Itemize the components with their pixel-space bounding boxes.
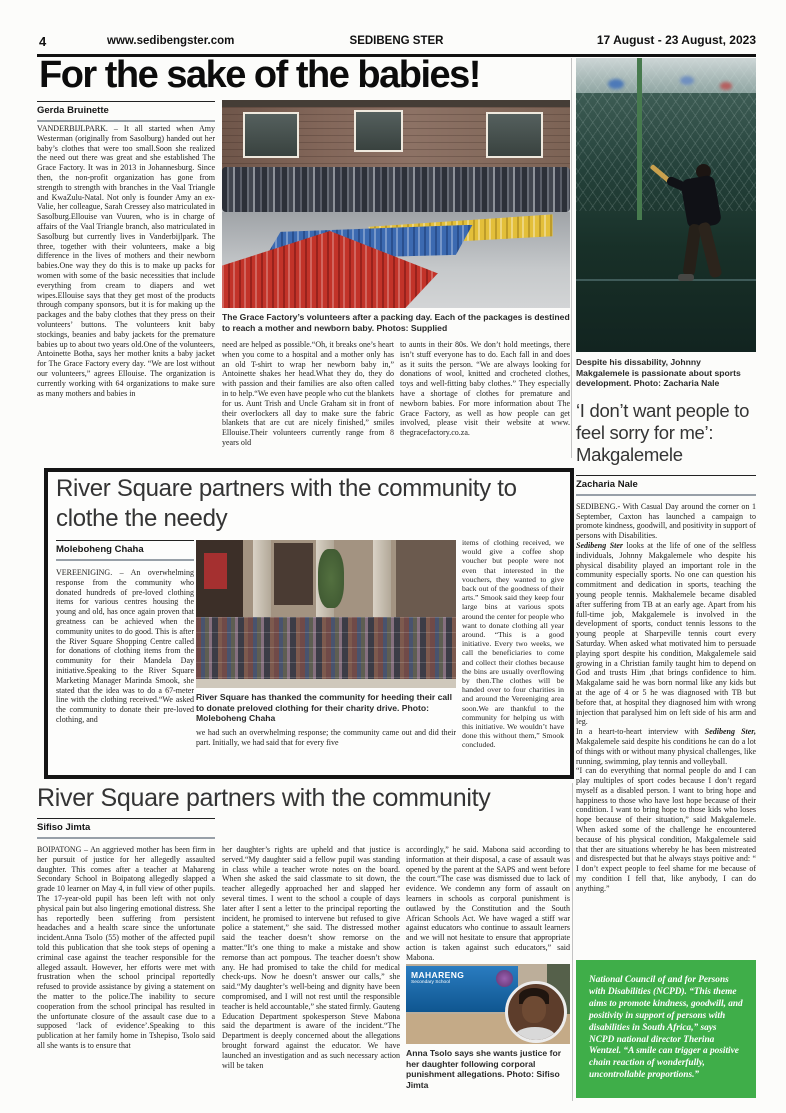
article-column: VANDERBIJLPARK. – It all started when Amy Westerman (originally from Sasolburg) handed out her baby’s clothes that were too small.Soon she realized the need out there was great and she established The Grace Factory. It was in 2013 in Johannesburg. Since then, the non-profit organization has gone from strength to strength with branches in the Vaal Triangle and KwaZulu-Natal. Not only is founder Amy an ex-Valie, her colleague, Sarah Cressey also matriculated in Sasolburg.Ellouise van Vuuren, who is in charge of affairs of the Vaal Triangle branch, also matriculated in Sasolburg but currently lives in Vanderbijlpark. The three, together with their volunteers, make a big difference in the lives of mothers and their newborn babies.One way they do this is to make up packs for women with some of the basic necessities that include everything from cream to diapers and wet wipes.Ellouise says that they get most of the products through company sponsors, but it is for making up the packages and the baby clothes that they press on their volunteers’ buttons. The volunteers knit baby stockings, beanies and baby jackets for the premature babies up to about two years old.One of the volunteers, Antoinette Botha, says her mother knits a baby jacket for The Grace Factory every day. “We are lost without our volunteers,” agrees Ellouise. The organization is currently working with 64 organizations to make sure as many mothers and babies in bbox=[37, 124, 215, 398]
pole bbox=[637, 58, 642, 220]
byline-zacharia-nale: Zacharia Nale bbox=[576, 475, 756, 496]
spectator bbox=[720, 82, 732, 90]
paragraph: SEDIBENG.- With Casual Day around the corner on 1 September, Caxton has launched a campaign to promote kindness, goodwill, and positivity in support of persons with Disabilities. bbox=[576, 501, 756, 541]
paragraph-text: In a heart-to-heart interview with bbox=[576, 727, 705, 737]
window bbox=[243, 112, 299, 158]
storefront bbox=[274, 543, 313, 605]
article-column: accordingly,” he said. Mabona said according to information at their disposal, a case of assault was opened by the parent at the SAPS and went before the court.“The case was dismissed due to lack of evidence. We condemn any form of assault on learners in schools as corporal punishment is outlawed by the Constitution and the South African Schools Act. We have waged a stiff war against educators who continue to assault learners and we will not hesitate to ensure that appropriate action is taken against such educators,” said Mabona. bbox=[406, 845, 570, 962]
mall-clothing-photo bbox=[196, 540, 456, 688]
anna-tsolo-portrait bbox=[505, 981, 567, 1043]
column-divider bbox=[571, 58, 572, 458]
window bbox=[354, 110, 403, 151]
pillar bbox=[373, 540, 391, 617]
byline-sifiso-jimta: Sifiso Jimta bbox=[37, 818, 215, 839]
window bbox=[486, 112, 542, 158]
face bbox=[522, 996, 546, 1023]
school-sign-title: MAHARENG bbox=[411, 970, 465, 980]
sale-poster bbox=[204, 553, 227, 589]
school-sign-subtitle: Secondary School bbox=[411, 980, 450, 985]
publication-name: Sedibeng Ster bbox=[576, 540, 624, 550]
article-column: her daughter’s rights are upheld and that justice is served.“My daughter said a fellow pupil was standing in class while a teacher wrote notes on the board. When she asked the said classmate to sit down, the teacher allegedly approached her and slapped her several times. I went to the school a couple of days later after I sent a letter to the principal reporting the incident, he promised to intervene but refused to give police a statement,” she said. The distressed mother said the teacher doesn’t show remorse on the matter.“It’s one thing to make a mistake and show remorse than act pompous. The teacher doesn’t show any. He had promised to take the child for medical check-ups. Now he doesn’t answer our calls,” she said.“My daughter’s well-being and dignity have been compromised, and I will not rest until the responsible teacher is held accountable,” she stated firmly. Gauteng Education Department spokesperson Steve Mabona said the department is aware of the incident.“The Department is deeply concerned about the allegations brought forward against the educator. We have launched an investigation and as such necessary action will be taken bbox=[222, 845, 400, 1070]
paragraph bbox=[576, 541, 756, 727]
publication-name: Sedibeng Ster, bbox=[704, 727, 756, 737]
leg bbox=[697, 221, 722, 278]
article-column: BOIPATONG – An aggrieved mother has been firm in her pursuit of justice for her allegedly assaulted daughter. This comes after a teacher at Mahareng Secondary School in Boipatong allegedly slapped a grade 10 learner on May 4, in full view of other pupils. The 17-year-old pupil has been left with not only physical pain but also lingering emotional distress. She has reportedly been suffering from persistent headaches and a health scare since the unfortunate incident.Anna Tsolo (55) mother of the affected pupil told this publication that she took steps of opening a criminal case against the teacher responsible for the alleged assault. However, her efforts were met with frustration when the school principal reportedly refused to provide assistance by giving a statement on the matter to the police.The inability to secure cooperation from the school principal has resulted in the unfortunate closure of the assault case due to a supposed ‘lack of evidence’.Speaking to this publication at her family home in Tshepiso, Tsolo said all she wants is to ensure that bbox=[37, 845, 215, 1050]
torso bbox=[680, 174, 722, 229]
shoe bbox=[678, 274, 694, 281]
right-column bbox=[576, 58, 756, 894]
makgalemele-headline: ‘I don’t want people to feel sorry for me’: Makgalemele bbox=[576, 399, 750, 465]
column-divider bbox=[572, 783, 573, 1101]
header-bar bbox=[37, 30, 756, 57]
paragraph: “I can do everything that normal people do and I can play multiples of sport codes because I don’t regard myself as a disabled person. I want to bring hope and happiness to those who have lost hope because of their condition. I want to bring hope to those kids who loses hope because of their situation,” said Makgalemele. When asked some of the challenge he encountered because of his physical condition, Makgalemele said that ther are situations whereby he has been mistreated and disrespected but that he always stays poitive and: “ I don’t expect people to feel shame for me because of my condition I fell that, like anybody, I can do anything.” bbox=[576, 766, 756, 893]
pillar bbox=[253, 540, 271, 617]
volunteers-crowd bbox=[222, 167, 570, 213]
sign-graphic bbox=[496, 970, 513, 987]
website-url: www.sedibengster.com bbox=[107, 35, 235, 47]
photo-caption: River Square has thanked the community for heeding their call to donate preloved clothing for their charity drive. Photo: Moleboheng Chaha bbox=[196, 692, 452, 724]
storefront bbox=[396, 540, 456, 617]
grace-factory-photo bbox=[222, 100, 570, 308]
clothing-racks bbox=[196, 617, 456, 679]
paragraph bbox=[576, 727, 756, 766]
mahareng-school-photo bbox=[406, 964, 570, 1044]
article-column: VEREENIGING. – An overwhelming response from the community who donated hundreds of pre-loved clothing items for various centres housing the young and old, has once again proven that greatness can be achieved when the community unites to do good. This is after the River Square Shopping Centre called for donations of clothing items from the community for their Mandela Day initiative.Speaking to the River Square Marketing Manager Marinda Smook, she stated that the idea was to do a 67-meter line with the clothing received.“We asked the community to donate their pre-loved clothing, and bbox=[56, 568, 194, 724]
school-sign bbox=[406, 966, 518, 1012]
ncpd-quote-box: National Council of and for Persons with Disabilities (NCPD). “This theme aims to promote kindness, goodwill, and positivity in support of persons with disabilities in South Africa,” says NCPD national director Therina Wentzel. “A smile can trigger a positive chain reaction of wonderfully, uncontrollable proportions.” bbox=[576, 960, 756, 1098]
article-body bbox=[576, 502, 756, 894]
masthead: SEDIBENG STER bbox=[349, 35, 444, 47]
article-column: need are helped as possible.“Oh, it breaks one’s heart when you come to a hospital and a mother only has an old T-shirt to wrap her newborn baby in,” Antoinette shakes her head.What they do, they do with passion and their families are also often called in to help.“We even have people who cut the blankets for us. Aunt Trish and Uncle Graham sit in front of their overlockers all day to make sure the fabric blankets that are cut are nicely finished,” smiles Ellouise.Their volunteers currently range from 8 years old bbox=[222, 340, 394, 447]
roof-line bbox=[222, 100, 570, 107]
photo-caption: Despite his dissability, Johnny Makgalemele is passionate about sports development. Photo: Zacharia Nale bbox=[576, 357, 741, 389]
spectator bbox=[608, 79, 624, 89]
paragraph-text: Makgalemele said despite his conditions he can do a lot of things with or without many physical challenges, like running, swimming, play tennis and volleyball. bbox=[576, 736, 756, 766]
tennis-photo bbox=[576, 58, 756, 352]
issue-date: 17 August - 23 August, 2023 bbox=[596, 33, 756, 47]
paragraph-text: looks at the life of one of the selfless individuals, Johnny Makgalemele who despite his physical disability played an important role in the community especially sports. No one can question his commitment and dedication in sports, teaching the young people tennis. Makhalemele became disabled after suffering from TB at an early age. Apart from his full-time job, Makgalemele is involved in the development of sports, conduct tennis lessons to the young people at Sharpeville tennis court every Saturday. When asked what motivated him to persuade playing sport despite his condition, Makgalemele said growing in a Christian family taught him to depend on God and trusts Him ,that brings confidence to him. Makgalame said he was born normal like any kids but at the age of 4 or 5 he was diagnosed with TB but before that, at hospital they diagnosed him with wrong injection that paralysed him on left side of his arm and leg. bbox=[576, 540, 756, 727]
main-headline: For the sake of the babies! bbox=[39, 54, 480, 96]
byline-moleboheng-chaha: Moleboheng Chaha bbox=[56, 540, 194, 561]
byline-gerda-bruinette: Gerda Bruinette bbox=[37, 101, 215, 122]
river-square-headline: River Square partners with the community to clothe the needy bbox=[56, 475, 517, 532]
photo-caption: The Grace Factory’s volunteers after a packing day. Each of the packages is destined to reach a mother and newborn baby. Photos: Supplied bbox=[222, 312, 570, 333]
bottom-headline: River Square partners with the community bbox=[37, 784, 491, 812]
river-square-boxed-article bbox=[44, 468, 574, 779]
player-silhouette bbox=[670, 164, 750, 324]
article-column: we had such an overwhelming response; the community came out and did their part. Initially, we had said that for every five bbox=[196, 728, 456, 747]
plant bbox=[318, 549, 344, 608]
article-column: items of clothing received, we would give a coffee shop voucher but people were not even that interested in the vouchers, they wanted to give back out of the goodness of their arts.” Smook said they keep four large bins at various spots around the center for people who want to donate clothing all year around. “This is a good initiative. Every two weeks, we call the beneficiaries to come and collect their clothes because the bins are usually overflowing by then.The clothes will be handed over to four charities in and around the Vereeniging area soon.We are thankful to the community for helping us with this initiative. We wouldn’t have done this without them,” Smook concluded. bbox=[462, 538, 564, 750]
article-column: to aunts in their 80s. We don’t hold meetings, there isn’t stuff everyone has to do. Each fall in and does as it suits the person. “We are always looking for donations of wool, knitted and crocheted clothes, toys and well-fitting baby clothes.” They especially have a shortage of clothes for premature and newborn babies. For more information about The Grace Factory, as well as how people can get involved, please visit their website at www. thegracefactory.co.za. bbox=[400, 340, 570, 438]
mall-floor bbox=[196, 679, 456, 688]
spectator bbox=[680, 76, 694, 85]
photo-caption: Anna Tsolo says she wants justice for her daughter following corporal punishment allegations. Photo: Sifiso Jimta bbox=[406, 1048, 562, 1090]
page-number: 4 bbox=[39, 34, 47, 49]
